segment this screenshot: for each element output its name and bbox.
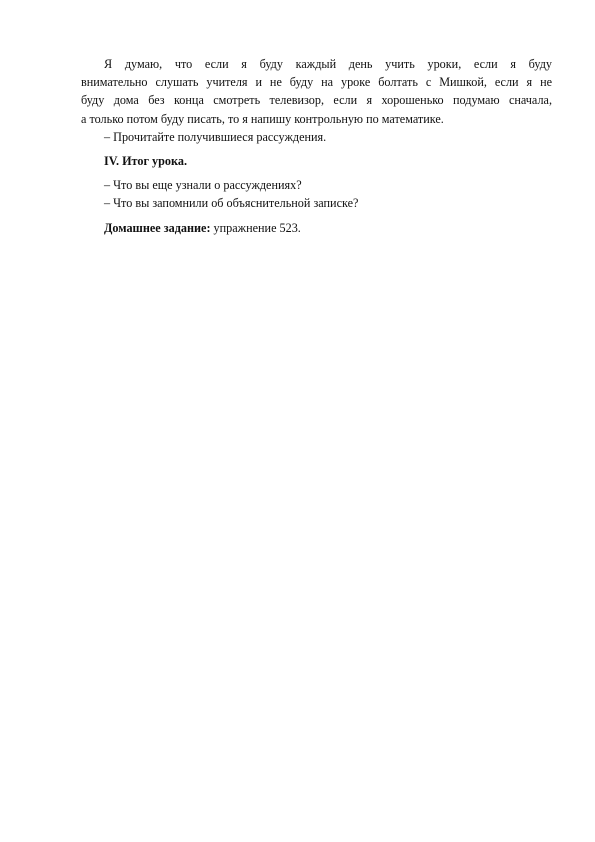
paragraph-line-1: Я думаю, что если я буду каждый день учить уроки, если я буду xyxy=(104,57,552,71)
paragraph-line-4: а только потом буду писать, то я напишу контрольную по математике. xyxy=(81,111,444,126)
homework-text: упражнение 523. xyxy=(210,220,301,235)
homework-label: Домашнее задание: xyxy=(104,220,211,235)
paragraph-reasoning xyxy=(81,55,552,128)
section-heading: IV. Итог урока. xyxy=(104,154,187,169)
paragraph-line-2: внимательно слушать учителя и не буду на уроке болтать с Мишкой, если я не xyxy=(81,75,552,90)
instruction-line: – Прочитайте получившиеся рассуждения. xyxy=(104,129,327,144)
homework-line xyxy=(81,219,552,237)
document-body xyxy=(81,55,552,237)
paragraph-line-3: буду дома без конца смотреть телевизор, если я хорошенько подумаю сначала, xyxy=(81,93,552,108)
question-line-1: – Что вы еще узнали о рассуждениях? xyxy=(104,178,302,193)
question-line-2: – Что вы запомнили об объяснительной записке? xyxy=(104,196,359,211)
